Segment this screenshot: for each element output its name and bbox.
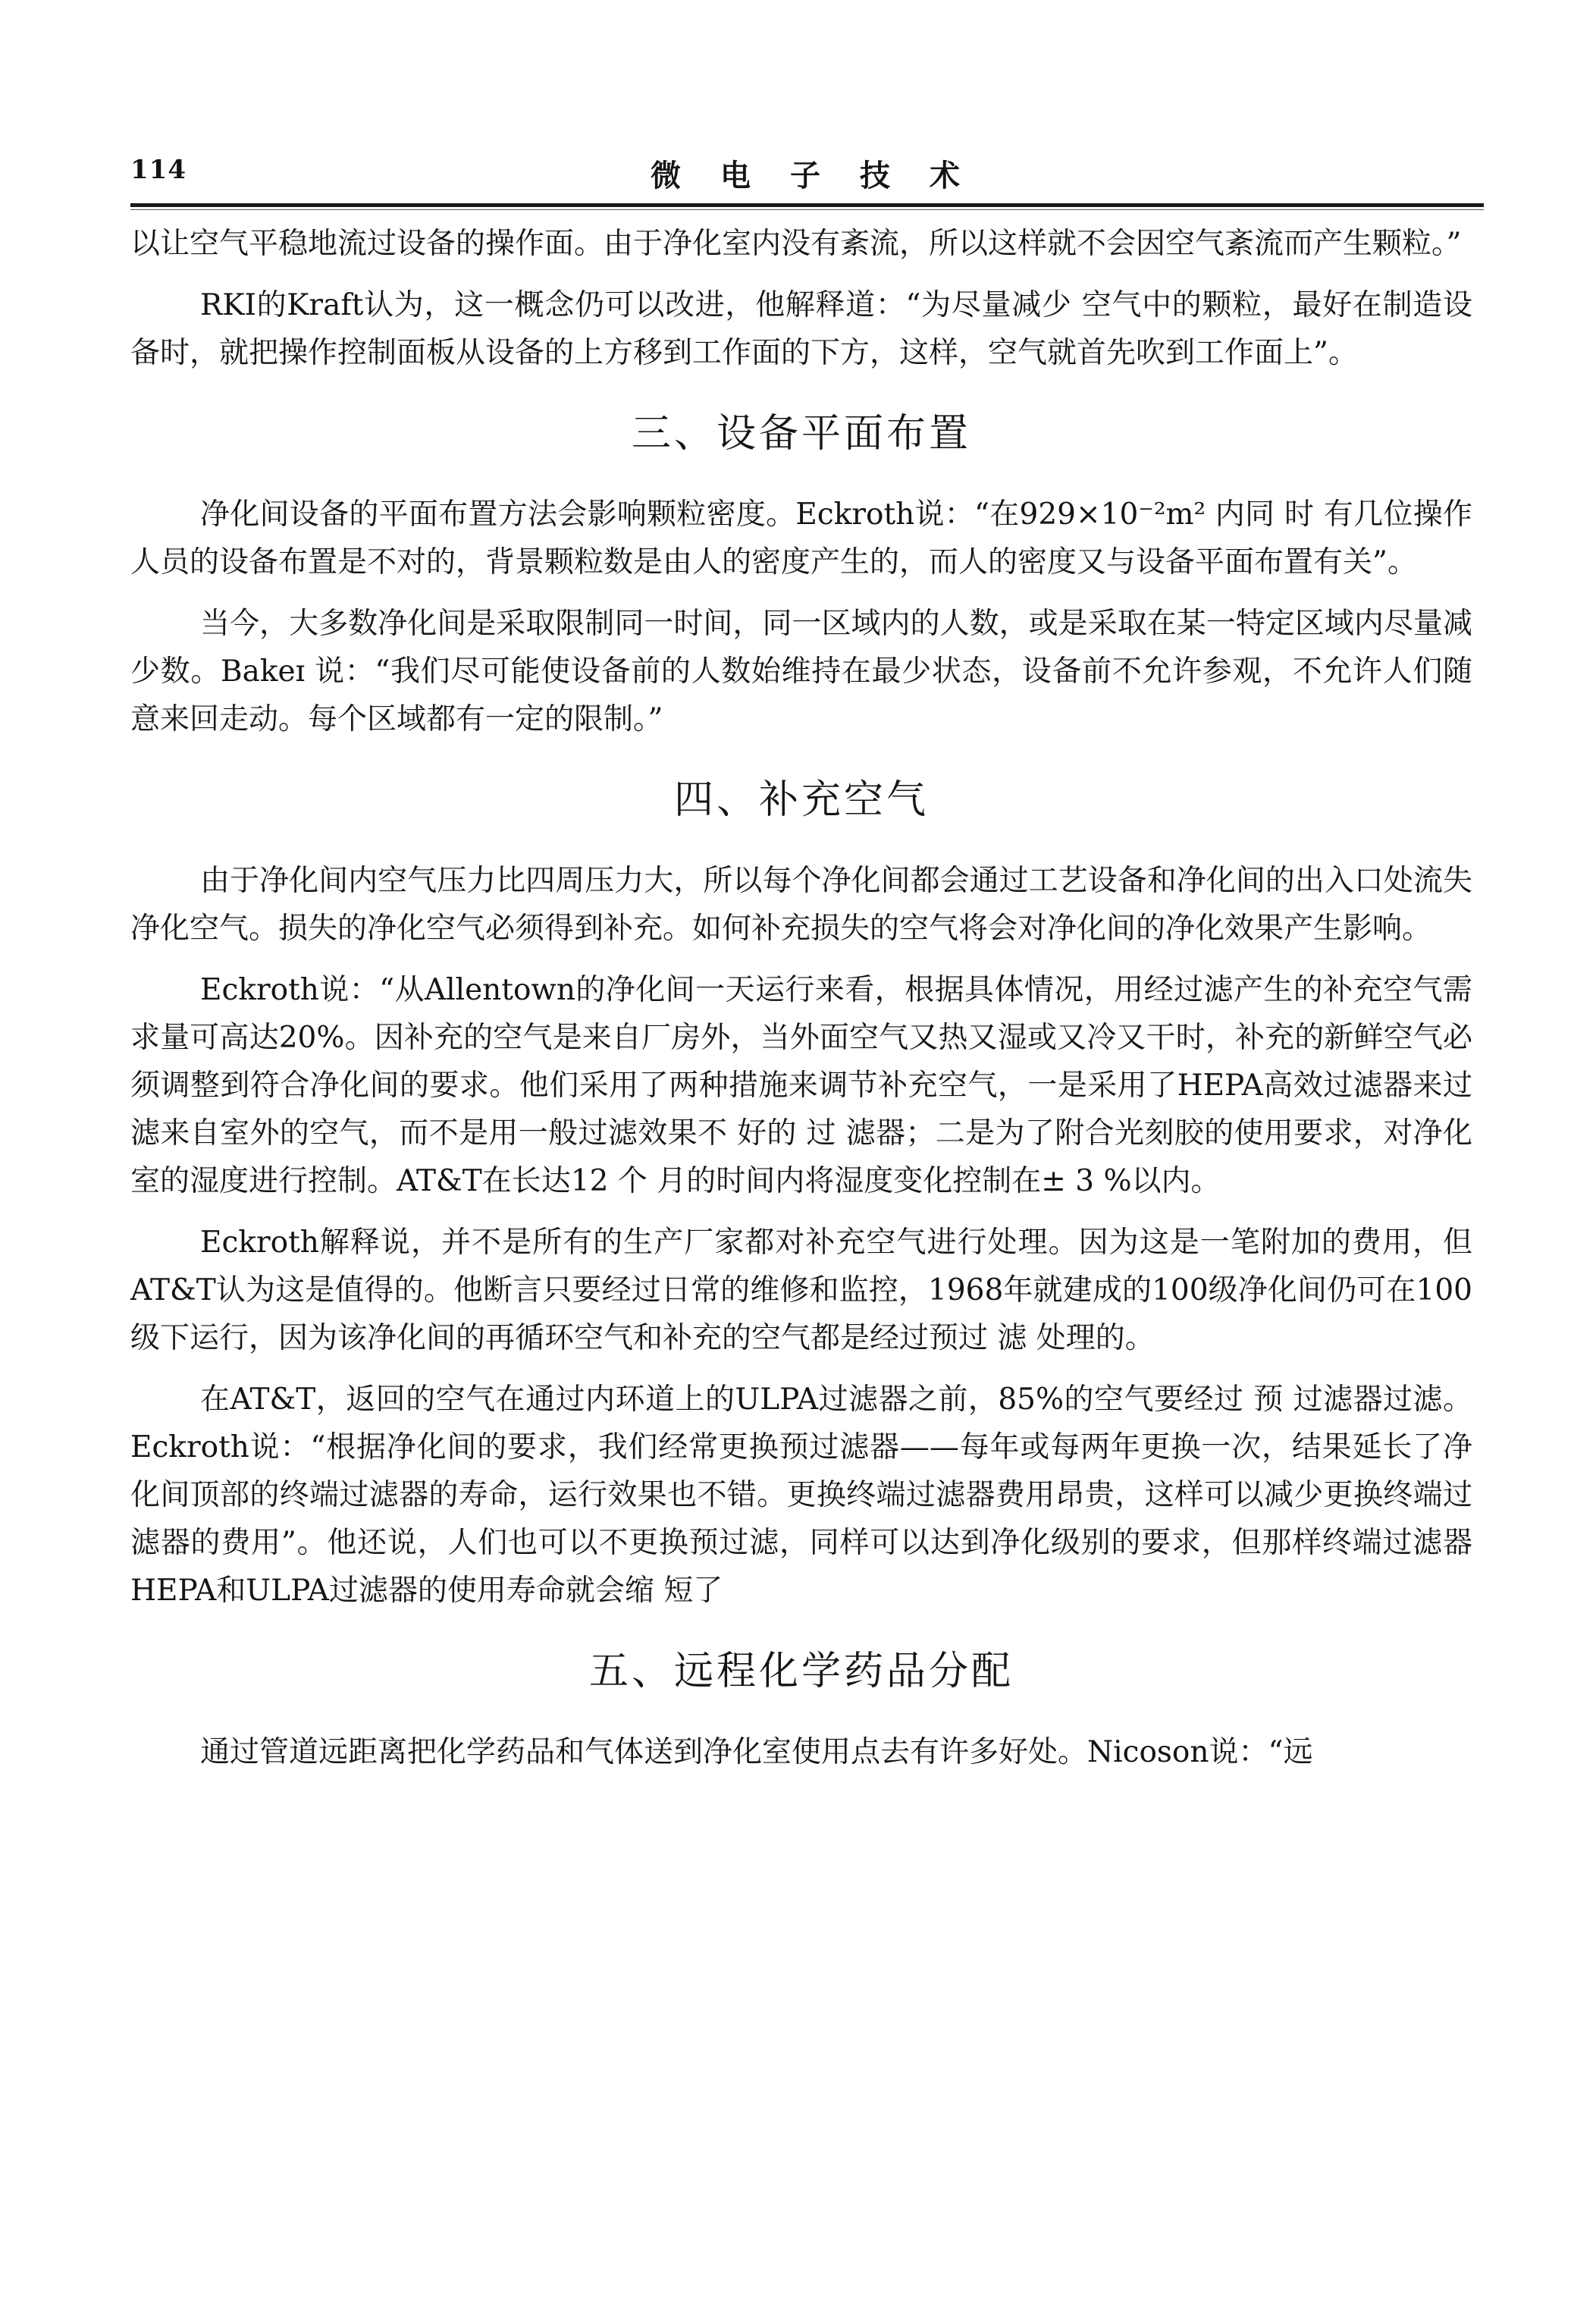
paragraph-limit-people: 当今，大多数净化间是采取限制同一时间，同一区域内的人数，或是采取在某一特定区域内尽量减少数。Bakeɪ 说：“我们尽可能使设备前的人数始维持在最少状态，设备前不允许参观，不允许人们随意来回走动。每个区域都有一定的限制。” [130, 607, 1472, 736]
section-heading-3: 三、设备平面布置 [631, 411, 971, 457]
header-rule [130, 203, 1484, 207]
paragraph-remote-chemicals: 通过管道远距离把化学药品和气体送到净化室使用点去有许多好处。Nicoson说：“远 [200, 1735, 1313, 1769]
paragraph-pressure: 由于净化间内空气压力比四周压力大，所以每个净化间都会通过工艺设备和净化间的出入口处流失净化空气。损失的净化空气必须得到补充。如何补充损失的空气将会对净化间的净化效果产生影响。 [130, 864, 1472, 946]
page-header [130, 152, 1480, 197]
page-number: 114 [130, 155, 187, 185]
paragraph-continued: 以让空气平稳地流过设备的操作面。由于净化室内没有紊流，所以这样就不会因空气紊流而产生颗粒。” [130, 227, 1462, 261]
article-body [130, 220, 1472, 1776]
paragraph-allentown: Eckroth说：“从Allentown的净化间一天运行来看，根据具体情况，用经过滤产生的补充空气需求量可高达20%。因补充的空气是来自厂房外，当外面空气又热又湿或又冷又干时，补充的新鲜空气必须调整到符合净化间的要求。他们采用了两种措施来调节补充空气，一是采用了HEPA高效过滤器来过滤来自室外的空气，而不是用一般过滤效果不 好的 过 滤器；二是为了附合光刻胶的使用要求，对净化室的湿度进行控制。AT&T在长达12 个 月的时间内将湿度变化控制在± 3 %以内。 [130, 973, 1472, 1198]
journal-title: 微电子技术 [651, 158, 999, 193]
paragraph-layout-density: 净化间设备的平面布置方法会影响颗粒密度。Eckroth说：“在929×10⁻²m² 内同 时 有几位操作人员的设备布置是不对的，背景颗粒数是由人的密度产生的，而人的密度又与设备平面布置有关”。 [130, 497, 1472, 579]
section-heading-4: 四、补充空气 [673, 777, 929, 823]
paragraph-cost: Eckroth解释说，并不是所有的生产厂家都对补充空气进行处理。因为这是一笔附加的费用，但AT&T认为这是值得的。他断言只要经过日常的维修和监控，1968年就建成的100级净化间仍可在100级下运行，因为该净化间的再循环空气和补充的空气都是经过预过 滤 处理的。 [130, 1226, 1472, 1355]
section-heading-5: 五、远程化学药品分配 [588, 1649, 1014, 1694]
header-rule-thin [130, 209, 1484, 210]
paragraph-kraft: RKI的Kraft认为，这一概念仍可以改进，他解释道：“为尽量减少 空气中的颗粒，最好在制造设备时，就把操作控制面板从设备的上方移到工作面的下方，这样，空气就首先吹到工作面上”。 [130, 288, 1472, 370]
paragraph-ulpa: 在AT&T，返回的空气在通过内环道上的ULPA过滤器之前，85%的空气要经过 预 过滤器过滤。Eckroth说：“根据净化间的要求，我们经常更换预过滤器——每年或每两年更换一次，结果延长了净化间顶部的终端过滤器的寿命，运行效果也不错。更换终端过滤器费用昂贵，这样可以减少更换终端过滤器的费用”。他还说，人们也可以不更换预过滤，同样可以达到净化级别的要求，但那样终端过滤器HEPA和ULPA过滤器的使用寿命就会缩 短了 [130, 1383, 1472, 1608]
